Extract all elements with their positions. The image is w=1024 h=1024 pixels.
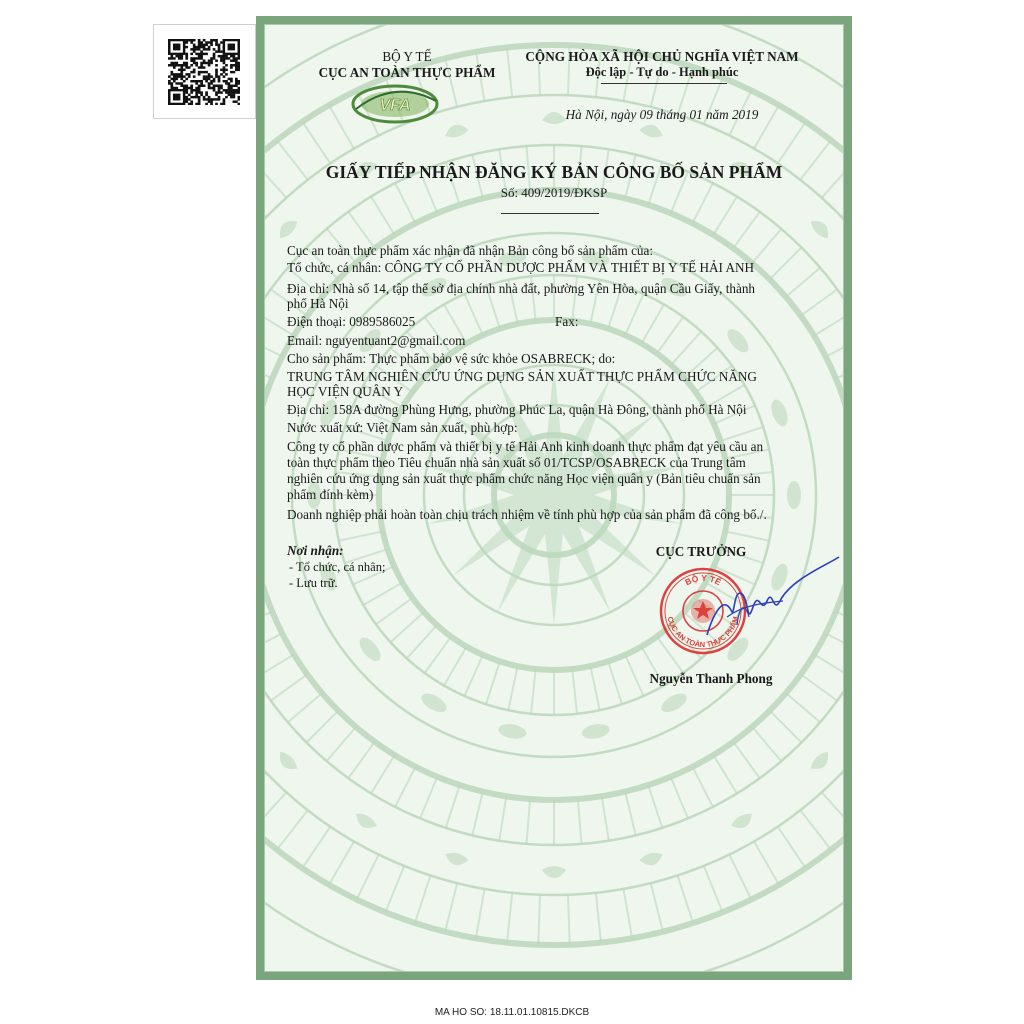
- conformity-line-4: phẩm đính kèm): [287, 487, 374, 502]
- country-name: CỘNG HÒA XÃ HỘI CHỦ NGHĨA VIỆT NAM: [525, 49, 799, 64]
- svg-text:VFA: VFA: [379, 97, 411, 114]
- vfa-logo-icon: [350, 83, 440, 125]
- conformity-line-2: toàn thực phẩm theo Tiêu chuẩn nhà sản xuất số 01/TCSP/OSABRECK của Trung tâm: [287, 455, 746, 470]
- producer-address-line: Địa chỉ: 158A đường Phùng Hưng, phường Phúc La, quận Hà Đông, thành phố Hà Nội: [287, 402, 747, 417]
- document-number: Số: 409/2019/ĐKSP: [500, 185, 608, 200]
- ministry-name: BỘ Y TẾ: [382, 49, 432, 64]
- certificate-page: [264, 24, 844, 972]
- recipient-item: - Tổ chức, cá nhân;: [289, 560, 386, 574]
- intro-line: Cục an toàn thực phẩm xác nhận đã nhận Bản công bố sản phẩm của:: [287, 243, 654, 258]
- svg-text:BỘ Y TẾ: BỘ Y TẾ: [683, 572, 723, 588]
- qr-code-icon: [168, 39, 240, 105]
- recipient-item: - Lưu trữ.: [289, 576, 338, 590]
- email-line: Email: nguyentuant2@gmail.com: [287, 333, 466, 348]
- conformity-line-3: nghiên cứu ứng dụng sản xuất thực phẩm chức năng Học viện quân y (Bản tiêu chuẩn sản: [287, 471, 761, 486]
- conformity-line-1: Công ty cổ phần dược phẩm và thiết bị y tế Hải Anh kinh doanh thực phẩm đạt yêu cầu an: [287, 439, 764, 454]
- agency-name: CỤC AN TOÀN THỰC PHẨM: [318, 65, 496, 80]
- qr-code-box: [153, 24, 256, 119]
- document-title: GIẤY TIẾP NHẬN ĐĂNG KÝ BẢN CÔNG BỐ SẢN PHẨM: [325, 162, 783, 182]
- recipients-heading: Nơi nhận:: [287, 543, 344, 558]
- responsibility-line: Doanh nghiệp phải hoàn toàn chịu trách nhiệm về tính phù hợp của sản phẩm đã công bố./.: [287, 507, 767, 522]
- address-line-1: Địa chỉ: Nhà số 14, tập thể sở địa chính nhà đất, phường Yên Hòa, quận Cầu Giấy, thành: [287, 281, 756, 296]
- product-line: Cho sản phẩm: Thực phẩm bảo vệ sức khỏe OSABRECK; do:: [287, 351, 616, 366]
- motto: Độc lập - Tự do - Hạnh phúc: [585, 65, 739, 79]
- handwritten-signature: [703, 555, 843, 645]
- certificate-frame: [256, 16, 852, 980]
- producer-line-2: HỌC VIỆN QUÂN Y: [287, 384, 404, 399]
- origin-line: Nước xuất xứ: Việt Nam sản xuất, phù hợp:: [287, 420, 518, 435]
- signer-role: CỤC TRƯỞNG: [655, 544, 747, 559]
- dossier-code: MA HO SO: 18.11.01.10815.DKCB: [434, 1007, 590, 1018]
- producer-line-1: TRUNG TÂM NGHIÊN CỨU ỨNG DỤNG SẢN XUẤT THỰC PHẨM CHỨC NĂNG: [287, 369, 757, 384]
- issue-date: Hà Nội, ngày 09 tháng 01 năm 2019: [565, 107, 759, 122]
- motto-underline: [601, 83, 727, 84]
- phone-line: Điện thoại: 0989586025: [287, 314, 416, 329]
- title-underline: [501, 213, 599, 214]
- signer-name: Nguyễn Thanh Phong: [649, 671, 773, 686]
- organization-line: Tổ chức, cá nhân: CÔNG TY CỔ PHẦN DƯỢC PHẨM VÀ THIẾT BỊ Y TẾ HẢI ANH: [287, 260, 755, 275]
- fax-line: Fax:: [555, 314, 579, 329]
- address-line-2: phố Hà Nội: [287, 296, 349, 311]
- svg-text:CỤC AN TOÀN THỰC PHẨM: CỤC AN TOÀN THỰC PHẨM: [665, 615, 741, 650]
